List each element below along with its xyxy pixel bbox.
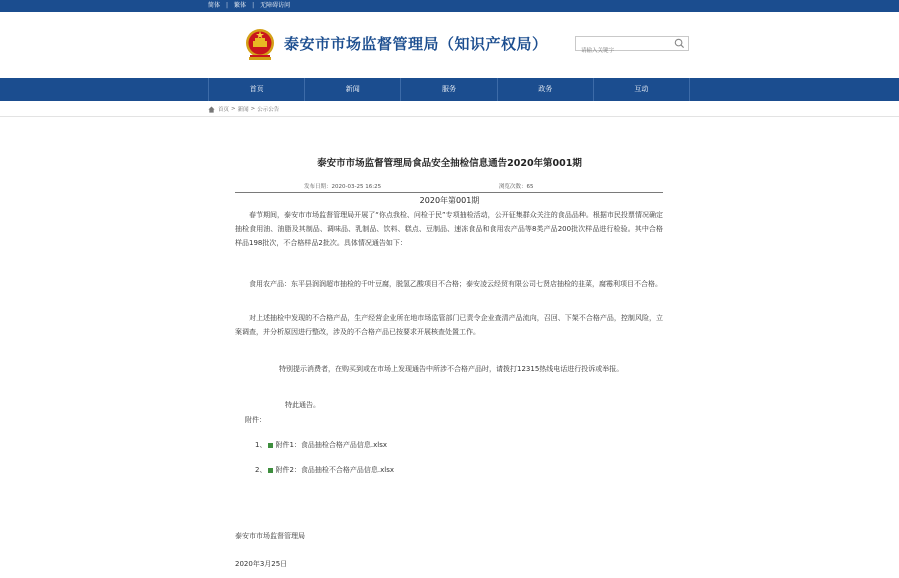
main-nav bbox=[0, 78, 899, 101]
excel-file-icon bbox=[268, 443, 273, 448]
nav-item-news[interactable]: 新闻 bbox=[304, 78, 400, 101]
top-bar bbox=[0, 0, 899, 12]
national-emblem-icon bbox=[244, 26, 276, 62]
simplified-link[interactable]: 简体 bbox=[208, 2, 221, 9]
attachment-item bbox=[255, 465, 394, 475]
site-header bbox=[0, 12, 899, 78]
publish-date: 发布日期：2020-03-25 16:25 bbox=[304, 184, 382, 190]
site-title: 泰安市市场监督管理局（知识产权局） bbox=[284, 35, 548, 53]
breadcrumb-notices[interactable]: 公示公告 bbox=[257, 107, 280, 113]
separator: | bbox=[252, 2, 255, 9]
breadcrumb bbox=[208, 104, 281, 114]
attachment-item bbox=[255, 440, 387, 450]
breadcrumb-separator: > bbox=[250, 106, 256, 112]
attachments-label: 附件： bbox=[245, 416, 266, 424]
paragraph-consumer-tip: 特别提示消费者，在购买到或在市场上发现通告中所涉不合格产品时，请拨打12315热线电话进行投诉或举报。 bbox=[279, 365, 624, 373]
nav-item-government[interactable]: 政务 bbox=[497, 78, 593, 101]
home-icon bbox=[208, 106, 215, 113]
nav-item-interaction[interactable]: 互动 bbox=[593, 78, 690, 101]
attachment-link[interactable]: 附件2：食品抽检不合格产品信息.xlsx bbox=[275, 466, 395, 474]
traditional-link[interactable]: 繁体 bbox=[234, 2, 247, 9]
paragraph-intro: 春节期间，泰安市市场监督管理局开展了“你点我检、问检于民”专项抽检活动，公开征集群众关注的食品品种。根据市民投票情况确定抽检食用油、油脂及其制品、调味品、乳制品、饮料、糕点、豆制品、速冻食品和食用农产品等8类产品200批次样品进行检验。其中合格样品198批次，不合格样品2批次。具体情况通告如下： bbox=[235, 211, 663, 248]
accessibility-link[interactable]: 无障碍访问 bbox=[260, 2, 291, 9]
signature-org: 泰安市市场监督管理局 bbox=[235, 532, 305, 540]
divider bbox=[0, 116, 899, 117]
divider bbox=[235, 192, 663, 193]
paragraph-actions: 对上述抽检中发现的不合格产品，生产经营企业所在地市场监管部门已责令企业查清产品流向，召回、下架不合格产品，控制风险，立案调查，并分析原因进行整改，涉及的不合格产品已按要求开展核查处置工作。 bbox=[235, 314, 663, 337]
nav-item-home[interactable]: 首页 bbox=[208, 78, 304, 101]
breadcrumb-news[interactable]: 新闻 bbox=[237, 107, 249, 113]
article-title: 泰安市市场监督管理局食品安全抽检信息通告2020年第001期 bbox=[317, 158, 582, 169]
issue-number: 2020年第001期 bbox=[419, 196, 480, 205]
attachment-index: 2、 bbox=[255, 466, 267, 474]
excel-file-icon bbox=[268, 468, 273, 473]
search-icon[interactable] bbox=[674, 38, 685, 49]
view-count: 浏览次数：65 bbox=[499, 184, 534, 190]
search-input[interactable] bbox=[576, 45, 671, 58]
search-box bbox=[575, 36, 689, 51]
top-links bbox=[208, 0, 290, 12]
breadcrumb-home[interactable]: 首页 bbox=[218, 107, 230, 113]
article-meta bbox=[235, 182, 663, 192]
attachment-index: 1、 bbox=[255, 441, 267, 449]
separator: | bbox=[226, 2, 229, 9]
attachment-link[interactable]: 附件1：食品抽检合格产品信息.xlsx bbox=[275, 441, 388, 449]
paragraph-closing: 特此通告。 bbox=[285, 401, 320, 409]
signature-date: 2020年3月25日 bbox=[235, 560, 288, 568]
nav-item-service[interactable]: 服务 bbox=[400, 78, 496, 101]
paragraph-products: 食用农产品：东平县润润超市抽检的千叶豆腐，脱氢乙酸项目不合格；泰安凌云经贸有限公司七贤店抽检的韭菜，腐霉利项目不合格。 bbox=[249, 280, 662, 288]
breadcrumb-separator: > bbox=[231, 106, 236, 112]
